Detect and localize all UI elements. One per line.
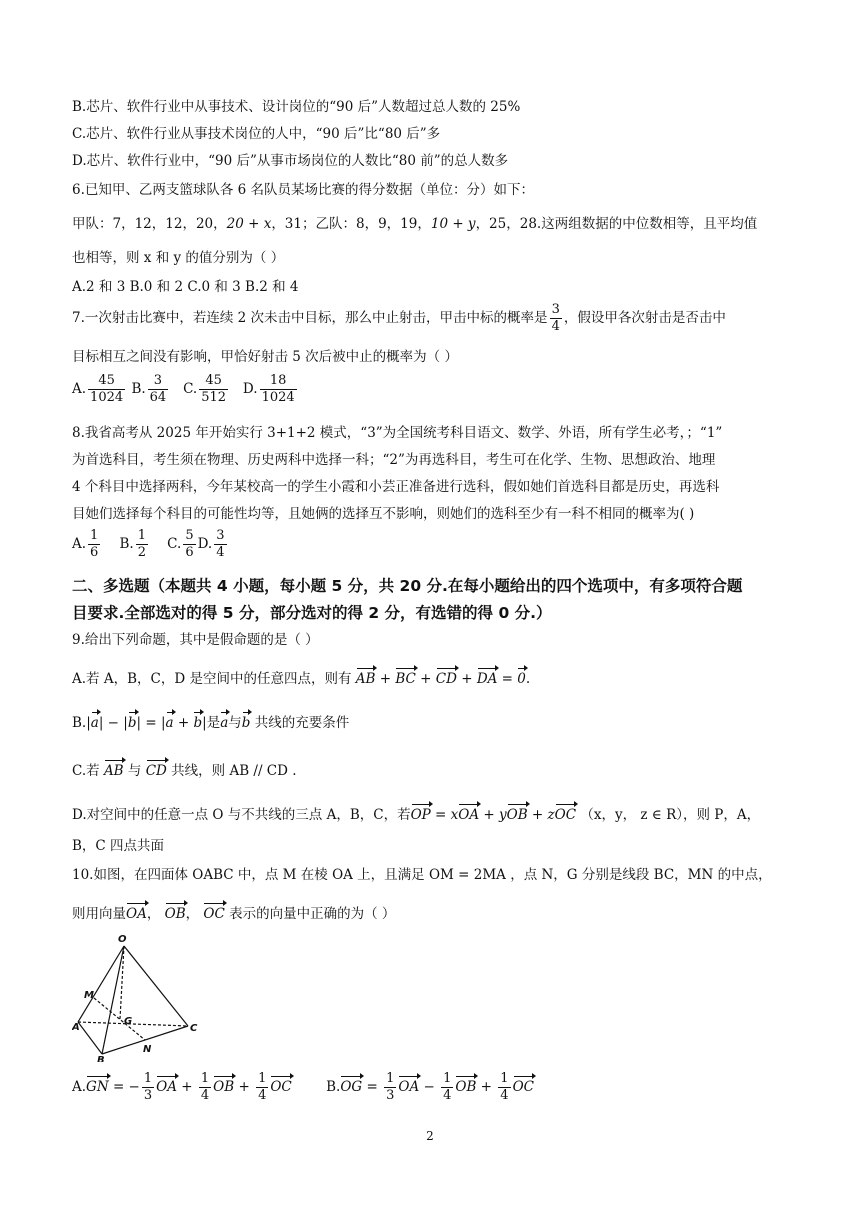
vector-ob: OB: [213, 1075, 234, 1097]
q9-option-d-cont: B，C 四点共面: [72, 838, 165, 854]
q9-option-b: B.|a| − |b| = |a + b|是a与b 共线的充要条件: [72, 711, 349, 733]
q9b-text: 与: [228, 715, 242, 731]
frac-den: 512: [201, 390, 227, 405]
frac-den: 1024: [261, 390, 295, 405]
vector-ab: AB: [104, 759, 124, 781]
tetrahedron-figure: [72, 932, 212, 1062]
frac-num: 1: [137, 528, 146, 543]
frac-den: 2: [137, 545, 146, 560]
q8-option-d: [214, 528, 226, 561]
q9c-text: 共线，则 AB // CD .: [171, 763, 297, 779]
vector-a: a: [91, 711, 99, 733]
q9-option-a: A.若 A，B，C，D 是空间中的任意四点，则有 AB + BC + CD + DA = 0.: [72, 667, 530, 689]
q6-options: A.2 和 3 B.0 和 2 C.0 和 3 B.2 和 4: [72, 279, 299, 295]
q7-prob-fraction: [550, 302, 562, 335]
frac-num: 45: [88, 373, 125, 390]
q5-option-c: C.芯片、软件行业从事技术岗位的人中，“90 后”比“80 后”多: [72, 126, 441, 142]
edge-ob: [102, 946, 124, 1054]
option-label: C.: [183, 381, 198, 397]
q9d-text: （x，y， z ∈ R），则 P，A，: [580, 807, 761, 823]
frac-den: 4: [258, 1088, 267, 1103]
vector-ob: OB: [455, 1075, 476, 1097]
label-b: B: [97, 1055, 105, 1062]
option-label: C.: [167, 536, 182, 552]
q8-option-c: [183, 528, 195, 561]
vector-ob: OB: [165, 902, 186, 924]
vector-cd: CD: [146, 759, 167, 781]
vector-ob: OB: [507, 803, 528, 825]
label-n: N: [143, 1044, 152, 1055]
vector-oa: OA: [398, 1075, 419, 1097]
vector-oc: OC: [555, 803, 576, 825]
q10-options: A.GN = − $\frac{1}{3}$ OA + $\frac{1}{4}$ OB + $\frac{1}{4}$ OC B.OG = $\frac{1}{3}$ OA − $\frac{1}{4}$ OB + $\frac{1}{4}$ OC: [72, 1071, 534, 1103]
q8-line3: 4 个科目中选择两科，今年某校高一的学生小霞和小芸正准备进行选科，假如她们首选科目都是历史，再选科: [72, 479, 720, 495]
frac-den: 1024: [90, 390, 124, 405]
q5-option-b: B.芯片、软件行业中从事技术、设计岗位的“90 后”人数超过总人数的 25%: [72, 99, 521, 115]
page-number: 2: [426, 1129, 434, 1143]
vector-a: a: [220, 711, 228, 733]
option-label: D.: [242, 381, 258, 397]
q7-option-d: [260, 373, 297, 406]
vector-b: b: [128, 711, 137, 733]
q9-option-d: D.对空间中的任意一点 O 与不共线的三点 A，B，C，若OP = xOA + yOB + zOC （x，y， z ∈ R），则 P，A，: [72, 803, 760, 825]
frac-num: 1: [500, 1071, 509, 1086]
option-label: A.: [72, 381, 87, 397]
q8-line1: 8.我省高考从 2025 年开始实行 3+1+2 模式，“3”为全国统考科目语文、数学、外语，所有学生必考，；“1”: [72, 425, 723, 441]
vector-oc: OC: [270, 1075, 291, 1097]
q9-option-c: [72, 759, 297, 781]
vector-gn: GN: [86, 1075, 109, 1097]
frac-num: 18: [260, 373, 297, 390]
frac-den: 6: [90, 545, 99, 560]
vector-b: b: [193, 711, 202, 733]
frac-num: 1: [200, 1071, 210, 1086]
label-a: A: [72, 1022, 80, 1033]
frac-num: 1: [386, 1071, 395, 1086]
q5-option-d: D.芯片、软件行业中，“90 后”从事市场岗位的人数比“80 前”的总人数多: [72, 153, 509, 169]
q9d-text: D.对空间中的任意一点 O 与不共线的三点 A，B，C，若: [72, 807, 411, 823]
q7-option-c: [199, 373, 228, 406]
q10-option-a-label: A.: [72, 1079, 87, 1095]
q7-option-a: [88, 373, 125, 406]
frac-num: 1: [90, 528, 99, 543]
vector-oa: OA: [126, 902, 147, 924]
vector-ab: AB: [356, 667, 376, 689]
q9a-text: A.若 A，B，C，D 是空间中的任意四点，则有: [72, 671, 352, 687]
segment-mn: [94, 998, 145, 1040]
fraction: [142, 1071, 154, 1104]
option-label: A.: [72, 536, 87, 552]
q10-stem: 10.如图，在四面体 OABC 中，点 M 在棱 OA 上，且满足 OM = 2MA ，点 N，G 分别是线段 BC，MN 的中点，: [72, 867, 772, 883]
vector-oa: OA: [458, 803, 479, 825]
vector-oc: OC: [513, 1075, 534, 1097]
label-o: O: [118, 934, 127, 945]
q9b-text: 共线的充要条件: [254, 715, 350, 731]
vector-bc: BC: [395, 667, 416, 689]
q6-data: [72, 214, 757, 234]
option-label: B.: [131, 381, 146, 397]
q6-data-part2: ，31；乙队：8，9，19，: [271, 216, 431, 232]
frac-num: 3: [216, 528, 225, 543]
q10-text: 则用向量: [72, 906, 126, 922]
q7-stem-part2: ，假设甲各次射击是否击中: [563, 310, 726, 326]
q7-stem: [72, 302, 726, 335]
label-c: C: [190, 1023, 198, 1034]
fraction: [256, 1071, 268, 1104]
q6-stem: 6.已知甲、乙两支篮球队各 6 名队员某场比赛的得分数据（单位：分）如下：: [72, 182, 535, 198]
q7-stem-part1: 7.一次射击比赛中，若连续 2 次未击中目标，那么中止射击，甲击中标的概率是: [72, 310, 548, 326]
q8-line4: 目她们选择每个科目的可能性均等，且她俩的选择互不影响，则她们的选科至少有一科不相同的概率为( ): [72, 506, 695, 522]
section-heading-line1: 二、多选题（本题共 4 小题，每小题 5 分，共 20 分.在每小题给出的四个选项中，有多项符合题: [72, 577, 743, 595]
q6-expr-x: 20 + x: [226, 216, 272, 232]
vector-og: OG: [340, 1075, 362, 1097]
q8-option-a: [88, 528, 100, 561]
vector-op: OP: [411, 803, 431, 825]
edge-ac: [78, 1022, 188, 1026]
frac-den: 4: [200, 1088, 210, 1103]
q8-options: [72, 528, 229, 561]
frac-den: 4: [443, 1088, 452, 1103]
q8-option-b: [136, 528, 148, 561]
fraction: [384, 1071, 396, 1104]
vector-a: a: [166, 711, 174, 733]
edge-ab: [78, 1022, 102, 1054]
frac-num: 1: [443, 1071, 452, 1086]
q8-line2: 为首选科目，考生须在物理、历史两科中选择一科；“2”为再选科目，考生可在化学、生物、思想政治、地理: [72, 452, 716, 468]
frac-den: 6: [185, 545, 194, 560]
q6-data-part3: ，25，28.这两组数据的中位数相等，且平均值: [475, 216, 758, 232]
q7-options: [72, 373, 299, 406]
section-heading-line2: 目要求.全部选对的得 5 分，部分选对的得 2 分，有选错的得 0 分.）: [72, 604, 552, 622]
q10-question: 则用向量OA， OB， OC 表示的向量中正确的为（ ）: [72, 902, 395, 924]
option-label: B.: [72, 715, 87, 731]
frac-num: 45: [199, 373, 228, 390]
q6-expr-y: 10 + y: [430, 216, 476, 232]
q7-question: 目标相互之间没有影响，甲恰好射击 5 次后被中止的概率为（ ）: [72, 349, 458, 365]
frac-num: 1: [143, 1071, 153, 1086]
q9c-text: C.若: [72, 763, 100, 779]
edge-oc: [124, 946, 188, 1026]
fraction: [441, 1071, 453, 1104]
label-m: M: [84, 990, 94, 1001]
frac-num: 5: [185, 528, 194, 543]
vector-oc: OC: [203, 902, 224, 924]
frac-den: 3: [143, 1088, 153, 1103]
q10-option-b-label: B.: [326, 1079, 341, 1095]
frac-den: 3: [386, 1088, 395, 1103]
frac-den: 4: [551, 319, 560, 334]
q7-option-b: [148, 373, 169, 406]
q6-question: 也相等，则 x 和 y 的值分别为（ ）: [72, 250, 285, 266]
frac-den: 4: [216, 545, 225, 560]
option-label: B.: [119, 536, 134, 552]
q9c-text: 与: [127, 763, 142, 779]
vector-cd: CD: [436, 667, 457, 689]
frac-num: 1: [258, 1071, 267, 1086]
fraction: [199, 1071, 211, 1104]
frac-den: 4: [500, 1088, 509, 1103]
frac-num: 3: [551, 302, 560, 317]
label-g: G: [124, 1016, 133, 1027]
vector-oa: OA: [156, 1075, 177, 1097]
vector-zero: 0: [517, 667, 526, 689]
frac-den: 64: [149, 390, 167, 405]
edge-oa: [78, 946, 124, 1022]
fraction: [498, 1071, 510, 1104]
frac-num: 3: [148, 373, 169, 390]
vector-da: DA: [477, 667, 498, 689]
q9b-text: 是: [206, 715, 221, 731]
q10-text: 表示的向量中正确的为（ ）: [229, 906, 396, 922]
q9-stem: 9.给出下列命题，其中是假命题的是（ ）: [72, 632, 319, 648]
q6-data-part1: 甲队：7，12，12，20，: [72, 216, 227, 232]
option-label: D.: [197, 536, 213, 552]
vector-b: b: [242, 711, 251, 733]
